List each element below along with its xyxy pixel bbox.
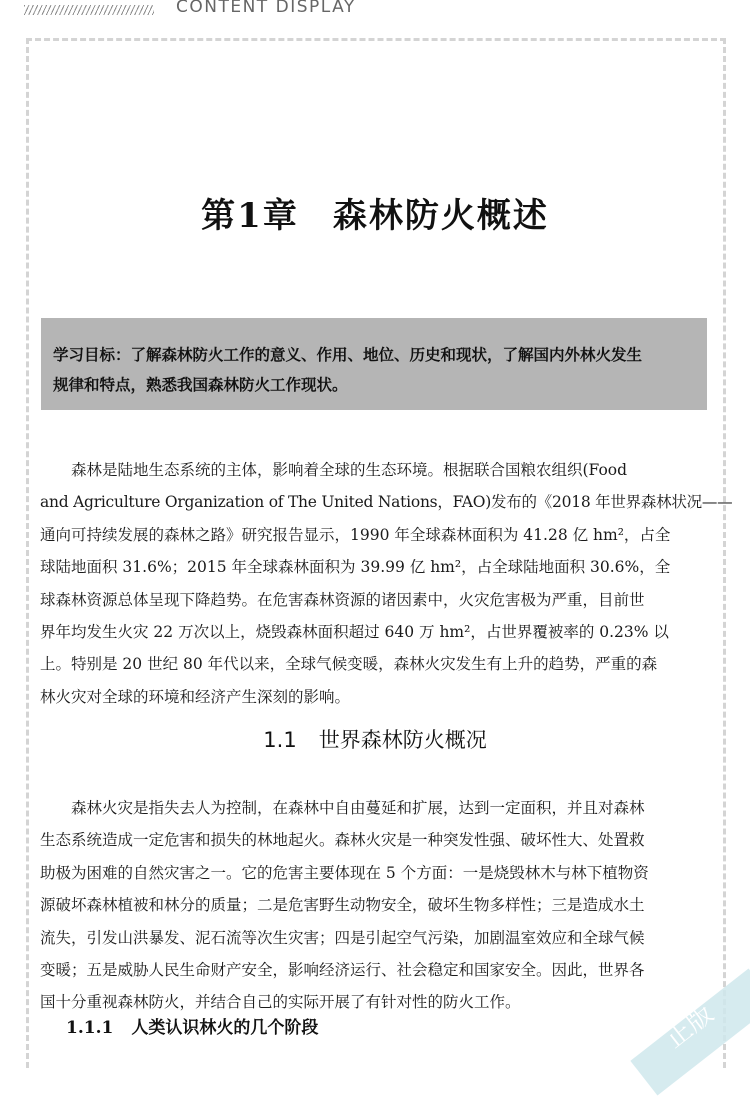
objective-label: 学习目标： xyxy=(53,346,131,364)
text-line: 源破坏森林植被和林分的质量；二是危害野生动物安全，破坏生物多样性；三是造成水土 xyxy=(40,896,645,915)
section-number: 1.1 xyxy=(263,728,297,752)
text-line: 球森林资源总体呈现下降趋势。在危害森林资源的诸因素中，火灾危害极为严重，目前世 xyxy=(40,590,645,609)
section-heading xyxy=(0,724,750,754)
chapter-title xyxy=(0,188,750,237)
chapter-name: 森林防火概述 xyxy=(332,196,549,236)
text-line: 流失，引发山洪暴发、泥石流等次生灾害；四是引起空气污染，加剧温室效应和全球气候 xyxy=(40,928,645,947)
section-paragraph xyxy=(40,792,708,1019)
section-name: 世界森林防火概况 xyxy=(318,728,487,752)
text-line: 森林火灾是指失去人为控制，在森林中自由蔓延和扩展，达到一定面积，并且对森林 xyxy=(71,799,645,817)
genuine-watermark xyxy=(628,990,750,1070)
text-line: 界年均发生火灾 22 万次以上，烧毁森林面积超过 640 万 hm²，占世界覆被率的 0.23% 以 xyxy=(40,623,669,642)
text-line: 通向可持续发展的森林之路》研究报告显示，1990 年全球森林面积为 41.28 亿 hm²，占全 xyxy=(40,525,671,544)
intro-paragraph xyxy=(40,454,733,713)
page-header xyxy=(0,0,750,22)
watermark-text: 正版 xyxy=(659,998,720,1055)
learning-objective-box xyxy=(41,318,707,410)
subsection-name: 人类认识林火的几个阶段 xyxy=(131,1018,319,1038)
objective-line-2: 规律和特点，熟悉我国森林防火工作现状。 xyxy=(53,375,348,394)
header-slash-pattern xyxy=(24,5,154,15)
text-line: 助极为困难的自然灾害之一。它的危害主要体现在 5 个方面：一是烧毁林木与林下植物资 xyxy=(40,863,649,882)
objective-line-1: 学习目标：了解森林防火工作的意义、作用、地位、历史和现状，了解国内外林火发生 xyxy=(53,345,643,364)
text-line: 变暖；五是威胁人民生命财产安全，影响经济运行、社会稳定和国家安全。因此，世界各 xyxy=(40,961,645,980)
subsection-number: 1.1.1 xyxy=(66,1018,114,1038)
subsection-heading xyxy=(66,1013,318,1038)
text-line: 生态系统造成一定危害和损失的林地起火。森林火灾是一种突发性强、破坏性大、处置救 xyxy=(40,831,645,850)
text-line: 林火灾对全球的环境和经济产生深刻的影响。 xyxy=(40,687,351,706)
text-line: 上。特别是 20 世纪 80 年代以来，全球气候变暖，森林火灾发生有上升的趋势，严重的森 xyxy=(40,655,658,674)
text-line: and Agriculture Organization of The United Nations，FAO)发布的《2018 年世界森林状况—— xyxy=(40,493,733,512)
text-line: 球陆地面积 31.6%；2015 年全球森林面积为 39.99 亿 hm²，占全球陆地面积 30.6%，全 xyxy=(40,558,671,577)
text-line: 国十分重视森林防火，并结合自己的实际开展了有针对性的防火工作。 xyxy=(40,993,521,1012)
text-line: 森林是陆地生态系统的主体，影响着全球的生态环境。根据联合国粮农组织(Food xyxy=(71,461,628,479)
chapter-number: 第1章 xyxy=(201,196,299,236)
header-title: CONTENT DISPLAY xyxy=(176,0,356,17)
